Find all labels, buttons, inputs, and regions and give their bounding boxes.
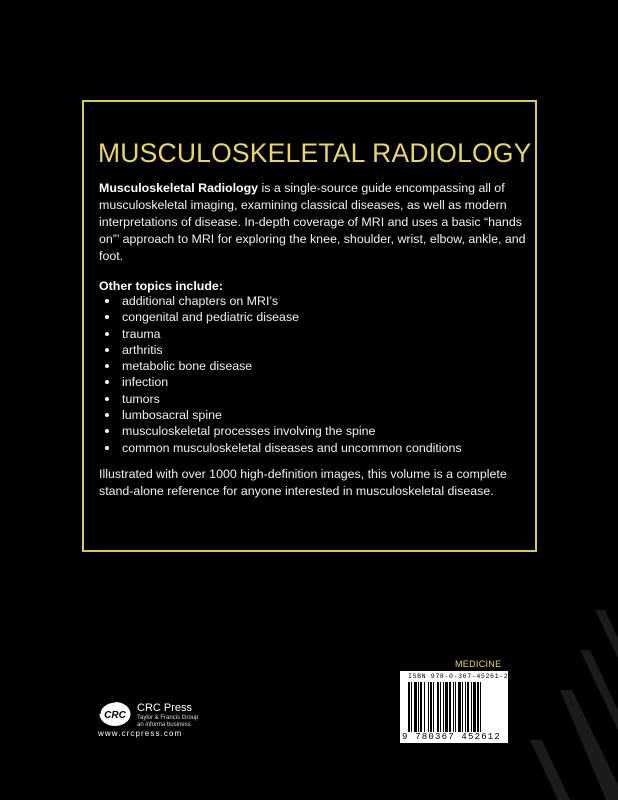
closing-paragraph: Illustrated with over 1000 high-definition images, this volume is a complete stand-alone reference for anyone interested in musculoskeletal disease. <box>99 467 507 498</box>
list-item: lumbosacral spine <box>99 407 462 423</box>
topics-heading: Other topics include: <box>99 279 223 293</box>
list-item: musculoskeletal processes involving the spine <box>99 423 462 439</box>
intro-description: is a single-source guide encompassing all of musculoskeletal imaging, examining classical diseases, as well as modern interpretations of disease. In-depth coverage of MRI and uses a basic “hands on”’ approach to MRI for exploring the knee, shoulder, wrist, elbow, ankle, and foot. <box>99 181 526 263</box>
barcode-digits: 9 780367 452612 <box>402 732 502 742</box>
category-label: MEDICINE <box>455 659 502 669</box>
list-item: trauma <box>99 326 462 342</box>
list-item: arthritis <box>99 342 462 358</box>
barcode-icon <box>408 682 500 732</box>
list-item: common musculoskeletal diseases and uncommon conditions <box>99 440 462 456</box>
intro-paragraph <box>99 180 529 265</box>
publisher-website: www.crcpress.com <box>98 729 183 738</box>
list-item: congenital and pediatric disease <box>99 309 462 325</box>
isbn-label: ISBN 978-0-367-45261-2 <box>408 673 509 680</box>
publisher-tagline: an informa business <box>137 722 191 728</box>
list-item: tumors <box>99 391 462 407</box>
topics-list <box>99 293 462 456</box>
list-item: additional chapters on MRI’s <box>99 293 462 309</box>
svg-text:CRC: CRC <box>104 710 126 721</box>
publisher-name: CRC Press <box>137 702 193 714</box>
crc-logo-icon <box>98 701 132 727</box>
intro-book-name: Musculoskeletal Radiology <box>99 181 259 195</box>
watermark-stripes <box>500 610 618 800</box>
isbn-barcode <box>400 671 508 743</box>
publisher-group: Taylor & Francis Group <box>137 715 199 721</box>
list-item: infection <box>99 374 462 390</box>
book-title: MUSCULOSKELETAL RADIOLOGY <box>98 138 532 168</box>
list-item: metabolic bone disease <box>99 358 462 374</box>
